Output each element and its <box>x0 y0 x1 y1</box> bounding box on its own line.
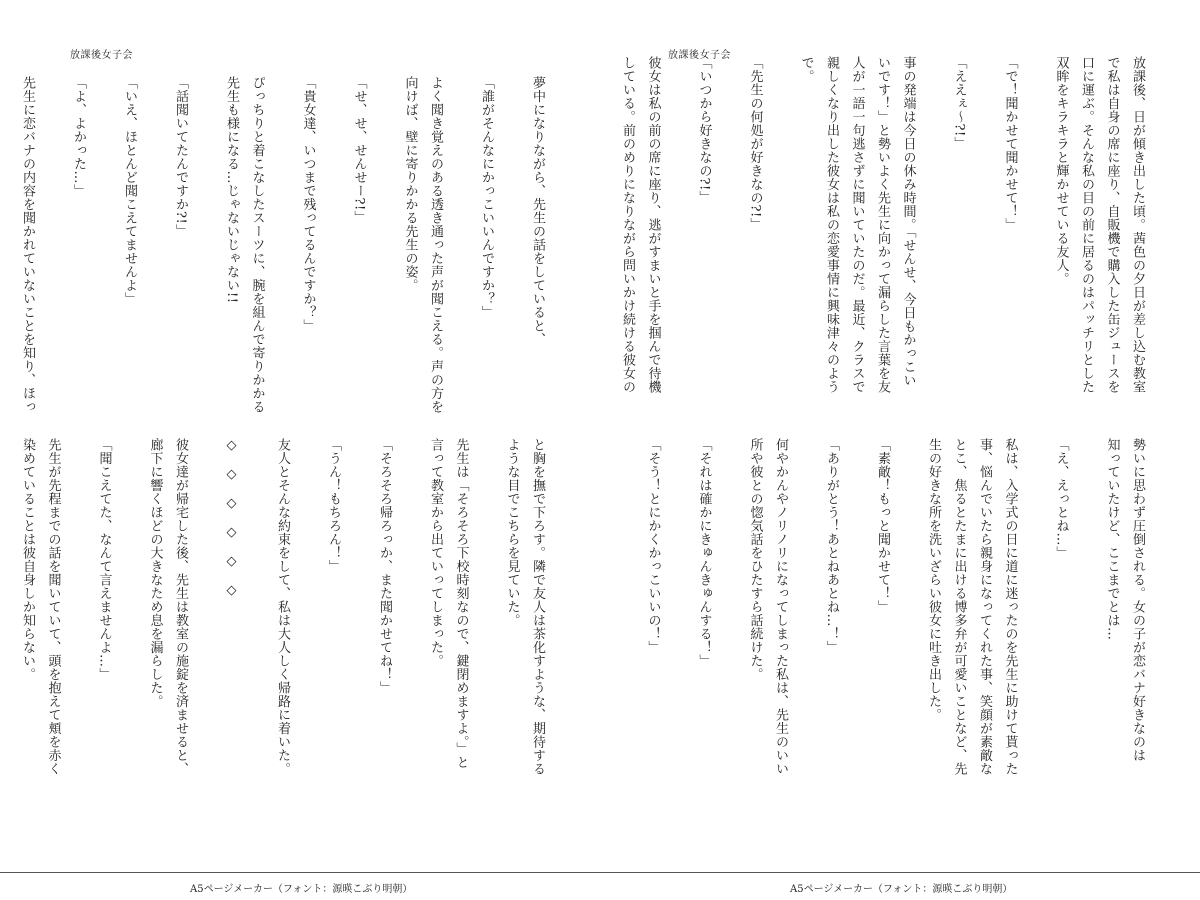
page-title: 放課後女子会 <box>70 50 133 61</box>
text-block-upper: 放課後、日が傾き出した頃。茜色の夕日が差し込む教室 で私は自身の席に座り、自販機で購入した缶ジュースを 口に運ぶ。そんな私の目の前に居るのはパッチリとした 双眸をキラキラと輝かせている友人。 「で！聞かせて聞かせて！」 「ええぇ〜?!」 事の発端は今日の休み時間。「せんせ、今日もかっこい いです！」と勢いよく先生に向かって漏らした言葉を友 人が一語一句逃さずに聞いていたのだ。最近、クラスで 親しくなり出した彼女は私の恋愛事情に興味津々のよう で。 「先生の何処が好きなの?!」 「いつから好きなの?!」 彼女は私の前の席に座り、逃がすまいと手を掴んで待機 している。前のめりになりながら問いかけ続ける彼女の <box>620 56 1145 394</box>
footer-divider <box>0 872 1200 873</box>
page-title: 放課後女子会 <box>668 50 731 61</box>
text-block-lower: 勢いに思わず圧倒される。女の子が恋バナ好きなのは 知っていたけど、ここまでとは… 「え、えっとね…」 私は、入学式の日に道に迷ったのを先生に助けて貰った 事、悩んでいたら親身になってくれた事、笑顔が素敵な とこ、焦るとたまに出ける博多弁が可愛いことなど、先 生の好きな所を洗いざらい彼女に吐き出した。 「素敵！もっと聞かせて！」 「ありがとう！あとねあとね…！」 何やかんやノリノリになってしまった私は、先生のいい 所や彼との惚気話をひたすら話続けた。 「それは確かにきゅんきゅんする！」 「そう！とにかくかっこいいの！」 <box>645 438 1145 776</box>
right-page <box>600 0 1200 900</box>
footer-right: A5ページメーカー（フォント：源暎こぶり明朝） <box>790 884 1013 895</box>
text-block-upper: 夢中になりながら、先生の話をしていると、 「誰がそんなにかっこいいんですか？」 よく聞き覚えのある透き通った声が聞こえる。声の方を 向けば、壁に寄りかかる先生の姿。 「せ、せ、せんせー?!」 「貴女達、いつまで残ってるんですか？」 ぴっちりと着こなしたスーツに、腕を組んで寄りかかる 先生も様になる…じゃないじゃない!! 「話聞いてたんですか?!」 「いえ、ほとんど聞こえてませんよ」 「よ、よかった…」 先生に恋バナの内容を聞かれていないことを知り、ほっ <box>20 76 545 414</box>
footer-left: A5ページメーカー（フォント：源暎こぶり明朝） <box>190 884 413 895</box>
text-block-lower: と胸を撫で下ろす。隣で友人は茶化すような、期待する ような目でこちらを見ていた。 先生は「そろそろ下校時刻なので、鍵閉めますよ。」と 言って教室から出ていってしまった。 「そろそろ帰ろっか、また聞かせてね！」 「うん！もちろん！」 友人とそんな約束をして、私は大人しく帰路に着いた。 ◇ ◇ ◇ ◇ ◇ ◇ 彼女達が帰宅した後、先生は教室の施錠を済ませると、 廊下に響くほどの大きなため息を漏らした。 「聞こえてた、なんて言えませんよ…」 先生が先程までの話を聞いていて、頭を抱えて頬を赤く 染めていることは彼自身しか知らない。 <box>20 438 545 776</box>
